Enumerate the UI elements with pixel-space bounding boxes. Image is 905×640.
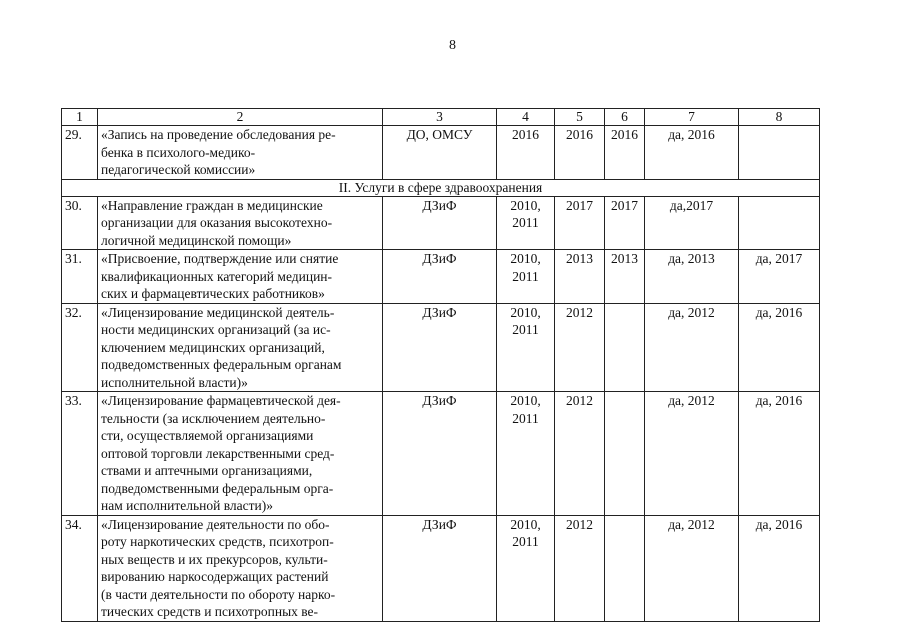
year-col-4: 2010, 2011 (497, 250, 555, 304)
year-col-6: 2013 (605, 250, 645, 304)
service-name: «Лицензирование деятельности по обо- роту наркотических средств, психотроп- ных веществ и их прекурсоров, культи- вированию наркосодержащих растений (в части деятельности по обороту нарко- тических средств и психотропных ве- (98, 515, 383, 621)
status-col-7: да, 2012 (645, 303, 739, 392)
column-header: 3 (383, 109, 497, 126)
status-col-8: да, 2017 (739, 250, 820, 304)
table-body (62, 126, 820, 622)
year-col-5: 2013 (555, 250, 605, 304)
table-row (62, 392, 820, 516)
responsible-body: ДЗиФ (383, 515, 497, 621)
responsible-body: ДО, ОМСУ (383, 126, 497, 180)
year-col-5: 2012 (555, 392, 605, 516)
year-col-4: 2010, 2011 (497, 303, 555, 392)
status-col-7: да, 2016 (645, 126, 739, 180)
table-row (62, 303, 820, 392)
status-col-7: да, 2012 (645, 515, 739, 621)
year-col-5: 2016 (555, 126, 605, 180)
column-header: 6 (605, 109, 645, 126)
header-row (62, 109, 820, 126)
responsible-body: ДЗиФ (383, 303, 497, 392)
row-number: 34. (62, 515, 98, 621)
section-heading: II. Услуги в сфере здравоохранения (62, 179, 820, 196)
page-number: 8 (449, 38, 456, 53)
service-name: «Лицензирование фармацевтической дея- тельности (за исключением деятельно- сти, осуществляемой организациями оптовой торговли лекарственными сред- ствами и аптечными организациями, подведомственными федеральным орга- нам исполнительной власти)» (98, 392, 383, 516)
year-col-6 (605, 515, 645, 621)
status-col-7: да,2017 (645, 196, 739, 250)
year-col-5: 2012 (555, 303, 605, 392)
service-name: «Присвоение, подтверждение или снятие квалификационных категорий медицин- ских и фармацевтических работников» (98, 250, 383, 304)
responsible-body: ДЗиФ (383, 196, 497, 250)
responsible-body: ДЗиФ (383, 392, 497, 516)
section-row (62, 179, 820, 196)
status-col-8: да, 2016 (739, 515, 820, 621)
responsible-body: ДЗиФ (383, 250, 497, 304)
column-header: 8 (739, 109, 820, 126)
status-col-8: да, 2016 (739, 392, 820, 516)
year-col-4: 2010, 2011 (497, 196, 555, 250)
service-name: «Лицензирование медицинской деятель- ности медицинских организаций (за ис- ключением медицинских организаций, подведомственных федеральным органам исполнительной власти)» (98, 303, 383, 392)
column-header: 4 (497, 109, 555, 126)
service-name: «Направление граждан в медицинские организации для оказания высокотехно- логичной медицинской помощи» (98, 196, 383, 250)
column-header: 2 (98, 109, 383, 126)
table-row (62, 196, 820, 250)
year-col-6: 2016 (605, 126, 645, 180)
table-row (62, 250, 820, 304)
year-col-5: 2012 (555, 515, 605, 621)
table-row (62, 126, 820, 180)
service-name: «Запись на проведение обследования ре- бенка в психолого-медико- педагогической комиссии» (98, 126, 383, 180)
status-col-8: да, 2016 (739, 303, 820, 392)
row-number: 31. (62, 250, 98, 304)
table-row (62, 515, 820, 621)
row-number: 32. (62, 303, 98, 392)
status-col-7: да, 2012 (645, 392, 739, 516)
year-col-6 (605, 303, 645, 392)
status-col-8 (739, 196, 820, 250)
year-col-5: 2017 (555, 196, 605, 250)
row-number: 30. (62, 196, 98, 250)
column-header: 7 (645, 109, 739, 126)
year-col-6 (605, 392, 645, 516)
row-number: 33. (62, 392, 98, 516)
year-col-4: 2010, 2011 (497, 392, 555, 516)
row-number: 29. (62, 126, 98, 180)
services-table (61, 108, 820, 622)
status-col-7: да, 2013 (645, 250, 739, 304)
year-col-6: 2017 (605, 196, 645, 250)
column-header: 1 (62, 109, 98, 126)
year-col-4: 2010, 2011 (497, 515, 555, 621)
year-col-4: 2016 (497, 126, 555, 180)
status-col-8 (739, 126, 820, 180)
column-header: 5 (555, 109, 605, 126)
